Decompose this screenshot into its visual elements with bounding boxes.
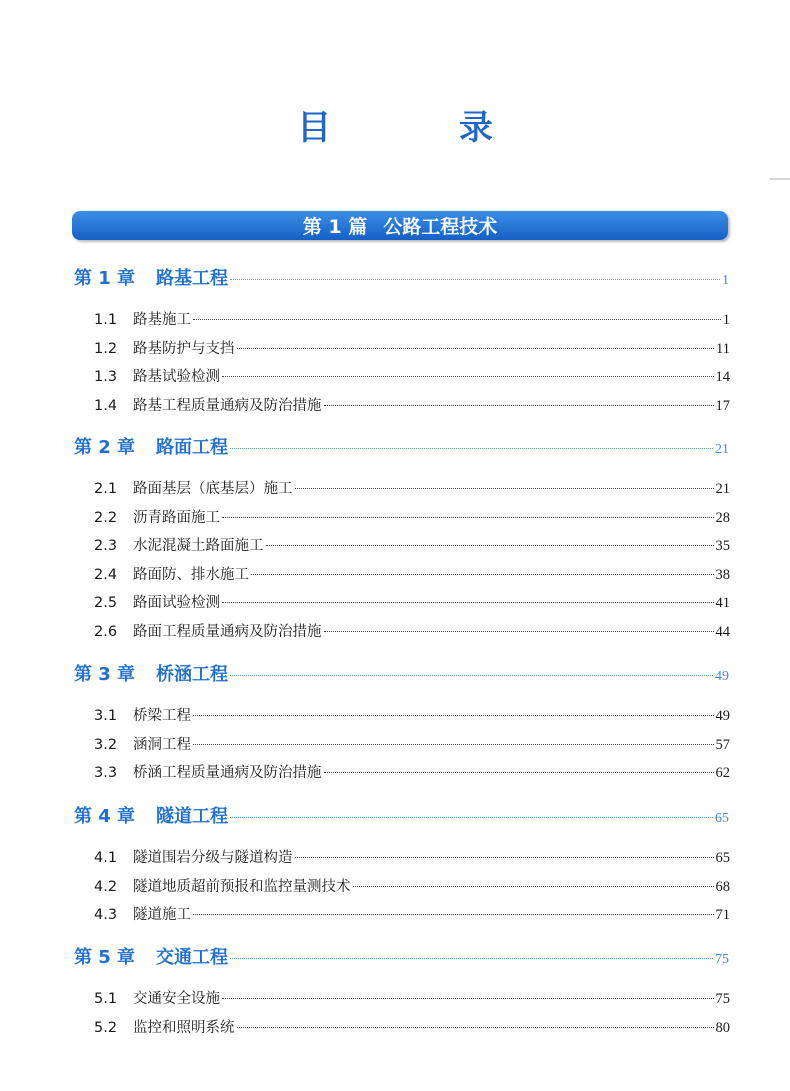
chapter-entry[interactable] [74, 264, 729, 290]
section-page-number: 57 [715, 736, 730, 753]
chapter-title: 路基工程 [156, 268, 228, 289]
section-number: 1.4 [94, 397, 118, 414]
section-title: 桥梁工程 [133, 708, 191, 724]
section-entry[interactable] [94, 620, 730, 641]
dot-leader [324, 405, 714, 406]
section-entry[interactable] [94, 704, 730, 725]
section-number: 4.1 [94, 850, 118, 866]
section-title: 监控和照明系统 [133, 1019, 235, 1036]
dot-leader [353, 886, 714, 887]
section-title: 路面工程质量通病及防治措施 [133, 623, 322, 640]
section-entry[interactable] [94, 875, 730, 896]
chapter-number: 第 5 章 [74, 947, 136, 968]
section-page-number: 1 [722, 312, 730, 328]
section-number: 2.1 [94, 481, 118, 497]
dot-leader [230, 675, 713, 676]
part-label: 第 1 篇 [302, 216, 368, 238]
dot-leader [193, 715, 714, 716]
section-entry[interactable] [94, 394, 730, 415]
dot-leader [266, 545, 714, 546]
section-number: 1.1 [94, 312, 118, 328]
section-title: 路面基层（底基层）施工 [133, 481, 293, 497]
section-page-number: 80 [715, 1019, 730, 1036]
section-title: 桥涵工程质量通病及防治措施 [133, 765, 322, 781]
section-entry[interactable] [94, 563, 730, 584]
section-entry[interactable] [94, 761, 730, 782]
section-page-number: 17 [715, 397, 730, 414]
dot-leader [295, 857, 714, 858]
section-page-number: 21 [715, 481, 730, 497]
chapter-page-number: 75 [715, 952, 729, 967]
section-title: 路基防护与支挡 [133, 340, 235, 357]
dot-leader [237, 348, 715, 349]
dot-leader [230, 817, 713, 818]
section-number: 2.3 [94, 538, 118, 554]
dot-leader [324, 631, 714, 632]
section-number: 1.3 [94, 369, 118, 385]
section-title: 隧道地质超前预报和监控量测技术 [133, 878, 351, 895]
section-entry[interactable] [94, 337, 730, 358]
section-page-number: 49 [715, 708, 730, 724]
page-edge-mark [770, 178, 790, 180]
dot-leader [193, 744, 714, 745]
section-number: 2.2 [94, 509, 118, 526]
section-number: 2.4 [94, 566, 118, 583]
section-page-number: 38 [715, 566, 730, 583]
section-number: 3.3 [94, 765, 118, 781]
chapter-number: 第 2 章 [74, 437, 136, 458]
chapter-page-number: 21 [715, 442, 729, 457]
chapter-page-number: 49 [715, 669, 729, 684]
dot-leader [193, 914, 714, 915]
section-page-number: 62 [715, 765, 730, 781]
section-title: 路基施工 [133, 312, 191, 328]
section-title: 隧道围岩分级与隧道构造 [133, 850, 293, 866]
section-page-number: 75 [715, 991, 730, 1007]
dot-leader [324, 772, 714, 773]
section-entry[interactable] [94, 308, 730, 329]
dot-leader [193, 319, 721, 320]
section-title: 涵洞工程 [133, 736, 191, 753]
chapter-title: 桥涵工程 [156, 664, 228, 685]
section-page-number: 28 [715, 509, 730, 526]
page-title: 目 录 [297, 108, 551, 148]
chapter-entry[interactable] [74, 943, 729, 969]
part-header [72, 211, 728, 240]
dot-leader [230, 448, 713, 449]
dot-leader [295, 488, 714, 489]
section-title: 隧道施工 [133, 907, 191, 923]
chapter-entry[interactable] [74, 802, 729, 828]
section-number: 2.5 [94, 595, 118, 611]
section-page-number: 68 [715, 878, 730, 895]
chapter-page-number: 65 [715, 811, 729, 826]
section-page-number: 65 [715, 850, 730, 866]
dot-leader [230, 958, 713, 959]
dot-leader [251, 574, 714, 575]
chapter-title: 路面工程 [156, 437, 228, 458]
section-title: 交通安全设施 [133, 991, 220, 1007]
section-page-number: 11 [716, 340, 730, 357]
chapter-page-number: 1 [722, 273, 729, 288]
dot-leader [222, 376, 714, 377]
section-page-number: 41 [715, 595, 730, 611]
section-entry[interactable] [94, 733, 730, 754]
section-number: 1.2 [94, 340, 118, 357]
section-entry[interactable] [94, 506, 730, 527]
section-page-number: 14 [715, 369, 730, 385]
section-page-number: 71 [715, 907, 730, 923]
section-number: 3.1 [94, 708, 118, 724]
dot-leader [230, 279, 720, 280]
section-number: 5.2 [94, 1019, 118, 1036]
section-number: 4.2 [94, 878, 118, 895]
chapter-title: 隧道工程 [156, 806, 228, 827]
section-entry[interactable] [94, 365, 730, 386]
chapter-entry[interactable] [74, 660, 729, 686]
section-page-number: 35 [715, 538, 730, 554]
dot-leader [222, 602, 714, 603]
section-number: 5.1 [94, 991, 118, 1007]
dot-leader [237, 1027, 714, 1028]
part-name: 公路工程技术 [383, 216, 498, 238]
chapter-number: 第 3 章 [74, 664, 136, 685]
chapter-number: 第 1 章 [74, 268, 136, 289]
section-entry[interactable] [94, 846, 730, 867]
chapter-entry[interactable] [74, 433, 729, 459]
section-title: 路基工程质量通病及防治措施 [133, 397, 322, 414]
section-entry[interactable] [94, 1016, 730, 1037]
section-number: 3.2 [94, 736, 118, 753]
section-entry[interactable] [94, 477, 730, 498]
section-entry[interactable] [94, 903, 730, 924]
section-number: 2.6 [94, 623, 118, 640]
section-entry[interactable] [94, 987, 730, 1008]
chapter-title: 交通工程 [156, 947, 228, 968]
section-page-number: 44 [715, 623, 730, 640]
section-entry[interactable] [94, 534, 730, 555]
section-entry[interactable] [94, 591, 730, 612]
dot-leader [222, 998, 714, 999]
section-title: 路面试验检测 [133, 595, 220, 611]
chapter-number: 第 4 章 [74, 806, 136, 827]
section-title: 路面防、排水施工 [133, 566, 249, 583]
section-title: 水泥混凝土路面施工 [133, 538, 264, 554]
dot-leader [222, 517, 714, 518]
section-title: 沥青路面施工 [133, 509, 220, 526]
section-number: 4.3 [94, 907, 118, 923]
section-title: 路基试验检测 [133, 369, 220, 385]
